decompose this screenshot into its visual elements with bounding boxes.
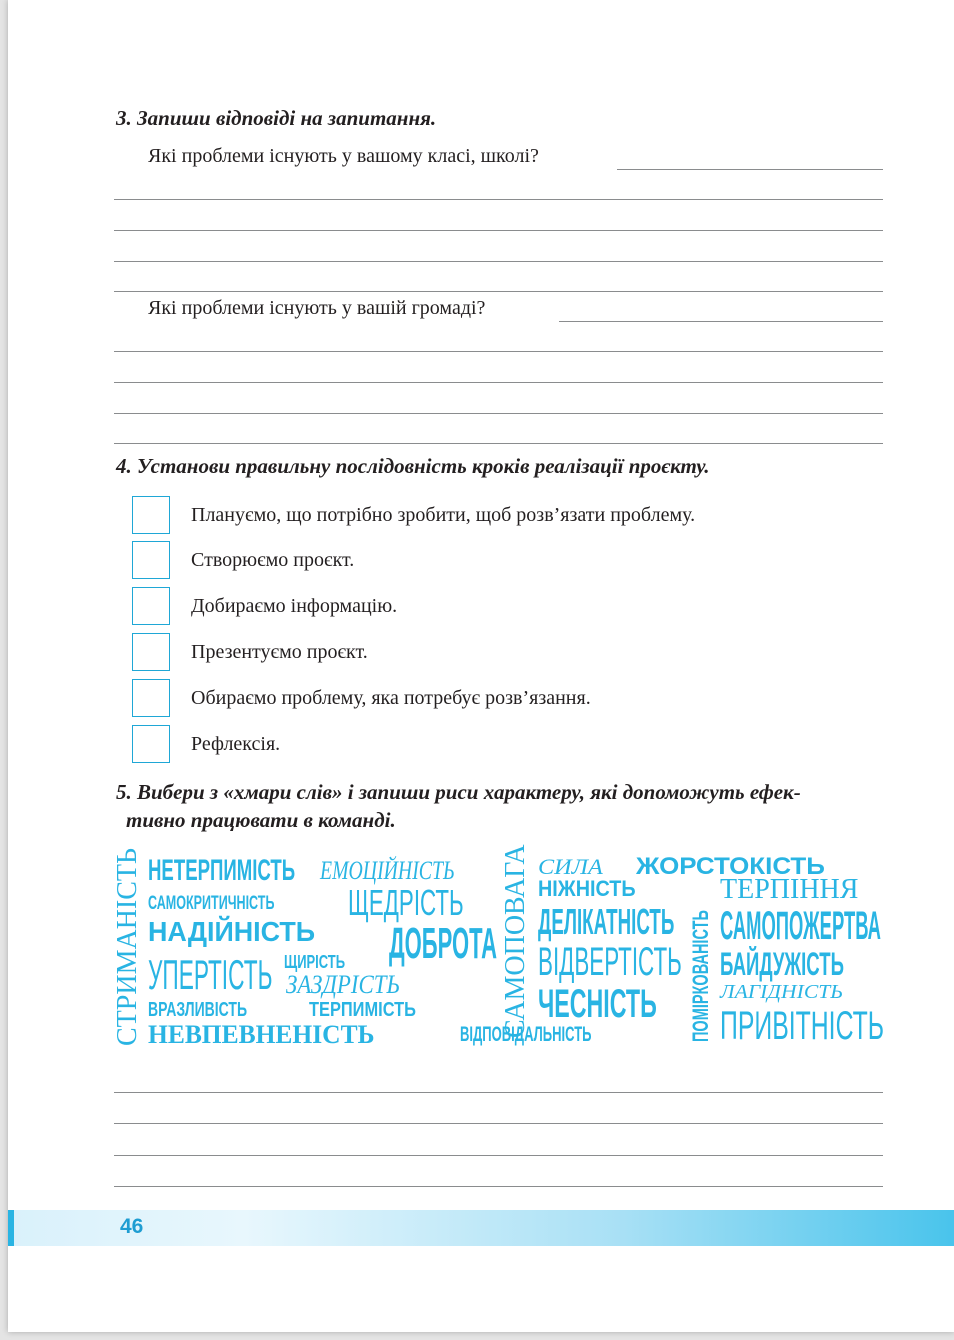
word: ТЕРПІННЯ — [720, 874, 859, 905]
word: ЛАГІДНІСТЬ — [720, 981, 844, 1003]
word: СТРИМАНІСТЬ — [112, 847, 143, 1046]
word: ЩЕДРІСТЬ — [348, 882, 464, 923]
step-order-box[interactable] — [132, 633, 170, 671]
step-text: Презентуємо проєкт. — [191, 641, 368, 663]
word: БАЙДУЖІСТЬ — [720, 946, 844, 982]
step-text: Плануємо, що потрібно зробити, щоб розв’язати проблему. — [191, 504, 696, 526]
word: ЧЕСНІСТЬ — [538, 982, 657, 1026]
step-text: Добираємо інформацію. — [191, 595, 398, 617]
footer-band-edge — [8, 1210, 14, 1246]
answer-line[interactable] — [617, 169, 883, 170]
task-4-title: 4. Установи правильну послідовність кроків реалізації проєкту. — [116, 454, 710, 478]
page-number: 46 — [120, 1215, 144, 1238]
word: ЗАЗДРІСТЬ — [286, 970, 400, 999]
word: НІЖНІСТЬ — [538, 876, 636, 901]
word: ЖОРСТОКІСТЬ — [636, 853, 825, 880]
answer-line[interactable] — [114, 1123, 883, 1124]
word: САМОПОВАГА — [500, 844, 531, 1038]
word: САМОПОЖЕРТВА — [720, 904, 881, 948]
word: ТЕРПИМІСТЬ — [309, 999, 416, 1021]
step-order-box[interactable] — [132, 679, 170, 717]
word: НАДІЙНІСТЬ — [148, 916, 316, 947]
task-5-title-continued: тивно працювати в команді. — [126, 808, 396, 832]
word: УПЕРТІСТЬ — [148, 951, 273, 998]
answer-line[interactable] — [559, 321, 883, 322]
word: ДОБРОТА — [389, 919, 498, 968]
word: САМОКРИТИЧНІСТЬ — [148, 893, 275, 914]
answer-line[interactable] — [114, 382, 883, 383]
footer-band — [8, 1210, 954, 1246]
task-5-title: 5. Вибери з «хмари слів» і запиши риси характеру, які допоможуть ефек- — [116, 780, 801, 804]
workbook-page — [8, 0, 954, 1332]
step-order-box[interactable] — [132, 725, 170, 763]
answer-line[interactable] — [114, 443, 883, 444]
word: ПОМІРКОВАНІСТЬ — [688, 910, 713, 1042]
word: ЩИРІСТЬ — [284, 952, 346, 972]
word: НЕТЕРПИМІСТЬ — [148, 854, 296, 887]
question-community: Які проблеми існують у вашій громаді? — [148, 297, 486, 319]
word: ВІДПОВІДАЛЬНІСТЬ — [460, 1023, 592, 1046]
question-class-school: Які проблеми існують у вашому класі, школі? — [148, 145, 539, 167]
word-cloud — [112, 844, 894, 1050]
word: ВРАЗЛИВІСТЬ — [148, 999, 248, 1021]
step-text: Рефлексія. — [191, 733, 281, 755]
answer-line[interactable] — [114, 413, 883, 414]
answer-line[interactable] — [114, 1186, 883, 1187]
answer-line[interactable] — [114, 1092, 883, 1093]
task-3-title: 3. Запиши відповіді на запитання. — [116, 106, 437, 130]
word: ВІДВЕРТІСТЬ — [538, 940, 682, 984]
word: ЕМОЦІЙНІСТЬ — [320, 856, 455, 885]
step-order-box[interactable] — [132, 587, 170, 625]
step-order-box[interactable] — [132, 541, 170, 579]
answer-line[interactable] — [114, 230, 883, 231]
word: СИЛА — [538, 854, 603, 879]
answer-line[interactable] — [114, 1155, 883, 1156]
word: ПРИВІТНІСТЬ — [720, 1004, 885, 1048]
answer-line[interactable] — [114, 351, 883, 352]
step-text: Обираємо проблему, яка потребує розв’язання. — [191, 687, 591, 709]
step-order-box[interactable] — [132, 496, 170, 534]
step-text: Створюємо проєкт. — [191, 549, 355, 571]
answer-line[interactable] — [114, 291, 883, 292]
word: НЕВПЕВНЕНІСТЬ — [148, 1020, 375, 1049]
answer-line[interactable] — [114, 261, 883, 262]
answer-line[interactable] — [114, 199, 883, 200]
word: ДЕЛІКАТНІСТЬ — [538, 901, 675, 942]
